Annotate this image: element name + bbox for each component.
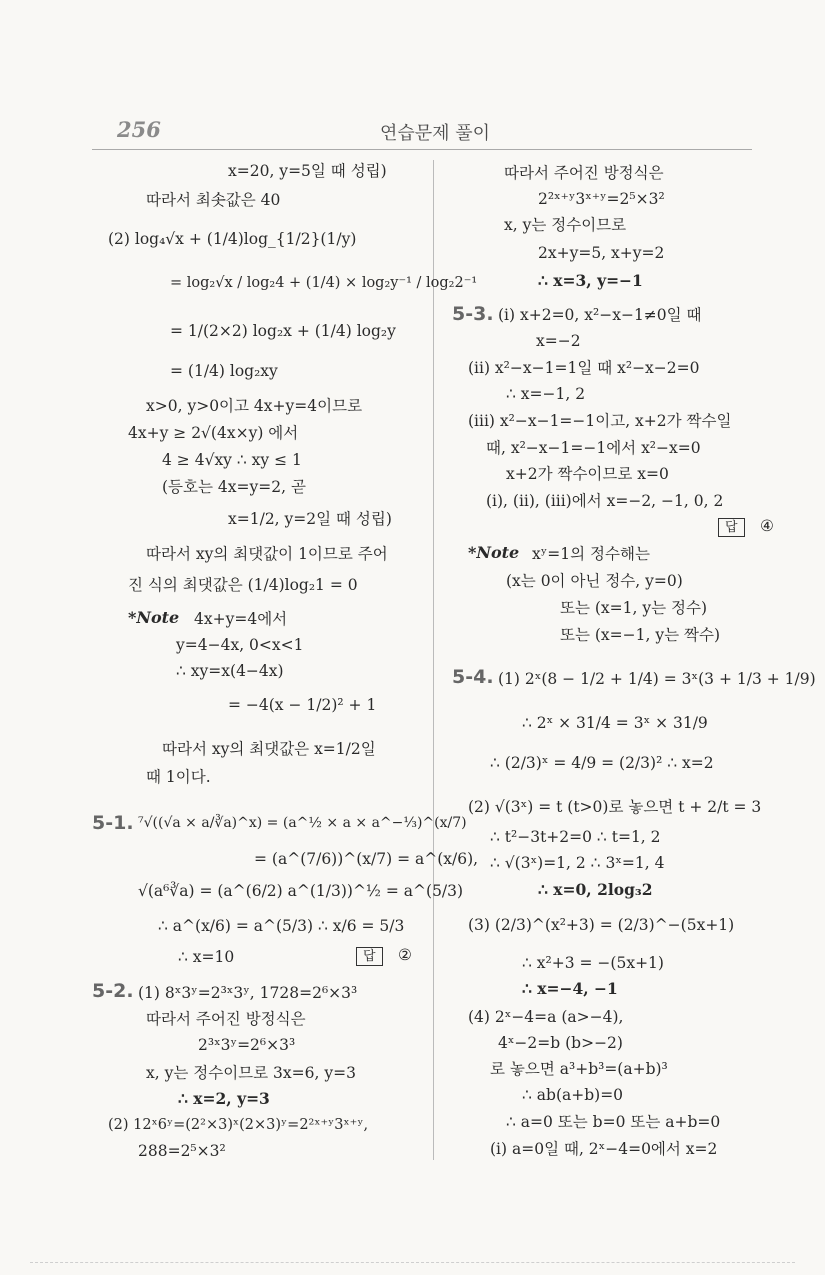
- text-line: 또는 (x=−1, y는 짝수): [560, 626, 721, 644]
- equation-line: (1) 2ˣ(8 − 1/2 + 1/4) = 3ˣ(3 + 1/3 + 1/9): [498, 670, 816, 688]
- equation-line: (4) 2ˣ−4=a (a>−4),: [468, 1008, 624, 1026]
- text-line: x>0, y>0이고 4x+y=4이므로: [146, 397, 363, 415]
- equation-line: 4 ≥ 4√xy ∴ xy ≤ 1: [162, 451, 302, 469]
- equation-line: = (a^(7/6))^(x/7) = a^(x/6),: [254, 850, 479, 868]
- equation-line: x+2가 짝수이므로 x=0: [506, 465, 669, 483]
- text-line: xʸ=1의 정수해는: [532, 545, 650, 563]
- equation-line: ∴ a^(x/6) = a^(5/3) ∴ x/6 = 5/3: [158, 917, 405, 935]
- problem-number-5-2: 5-2.: [92, 980, 134, 1002]
- answer-box: 답: [718, 518, 745, 537]
- equation-line: 2²ˣ⁺ʸ3ˣ⁺ʸ=2⁵×3²: [538, 190, 665, 208]
- answer-line: ∴ x=2, y=3: [178, 1089, 270, 1108]
- header-rule: [92, 149, 752, 150]
- text-line: 또는 (x=1, y는 정수): [560, 599, 708, 617]
- equation-line: ∴ xy=x(4−4x): [176, 662, 284, 680]
- text-line: 때 1이다.: [146, 768, 211, 786]
- equation-line: ∴ x=10: [178, 948, 235, 966]
- column-divider: [433, 160, 434, 1160]
- equation-line: ∴ √(3ˣ)=1, 2 ∴ 3ˣ=1, 4: [490, 854, 665, 872]
- equation-line: 2³ˣ3ʸ=2⁶×3³: [198, 1036, 296, 1054]
- equation-line: ∴ (2/3)ˣ = 4/9 = (2/3)² ∴ x=2: [490, 754, 714, 772]
- equation-line: 4ˣ−2=b (b>−2): [498, 1034, 623, 1052]
- text-line: (등호는 4x=y=2, 곧: [162, 478, 306, 496]
- text-line: x=1/2, y=2일 때 성립): [228, 510, 392, 528]
- equation-line: 2x+y=5, x+y=2: [538, 244, 665, 262]
- equation-line: 로 놓으면 a³+b³=(a+b)³: [490, 1060, 668, 1078]
- note-label: *Note: [128, 608, 180, 627]
- equation-line: ∴ ab(a+b)=0: [522, 1086, 624, 1104]
- equation-line: 때, x²−x−1=−1에서 x²−x=0: [486, 439, 701, 457]
- equation-line: ∴ a=0 또는 b=0 또는 a+b=0: [506, 1113, 721, 1131]
- equation-line: ∴ x²+3 = −(5x+1): [522, 954, 664, 972]
- footer-rule: [30, 1262, 795, 1263]
- equation-line: √(a⁶∛a) = (a^(6/2) a^(1/3))^½ = a^(5/3): [138, 882, 464, 900]
- note-label: *Note: [468, 543, 520, 562]
- text-line: x=20, y=5일 때 성립): [228, 162, 387, 180]
- equation-line: ∴ x=−1, 2: [506, 385, 586, 403]
- answer-choice: ④: [760, 517, 774, 535]
- equation-line: (i) a=0일 때, 2ˣ−4=0에서 x=2: [490, 1140, 718, 1158]
- equation-line: ∴ 2ˣ × 31/4 = 3ˣ × 31/9: [522, 714, 708, 732]
- equation-line: = log₂√x / log₂4 + (1/4) × log₂y⁻¹ / log₂2⁻¹: [170, 275, 478, 291]
- text-line: 따라서 xy의 최댓값은 x=1/2일: [162, 740, 376, 758]
- text-line: 따라서 xy의 최댓값이 1이므로 주어: [146, 545, 388, 563]
- problem-number-5-4: 5-4.: [452, 666, 494, 688]
- answer-line: ∴ x=0, 2log₃2: [538, 880, 653, 899]
- page-header-title: 연습문제 풀이: [380, 123, 491, 144]
- text-line: (x는 0이 아닌 정수, y=0): [506, 572, 683, 590]
- problem-number-5-1: 5-1.: [92, 812, 134, 834]
- answer-box: 답: [356, 947, 383, 966]
- equation-line: x=−2: [536, 332, 581, 350]
- answer-line: ∴ x=3, y=−1: [538, 271, 643, 290]
- text-line: x, y는 정수이므로: [504, 216, 627, 234]
- text-line: 따라서 주어진 방정식은: [146, 1010, 306, 1028]
- answer-choice: ②: [398, 946, 412, 964]
- answer-line: ∴ x=−4, −1: [522, 979, 618, 998]
- equation-line: (2) 12ˣ6ʸ=(2²×3)ˣ(2×3)ʸ=2²ˣ⁺ʸ3ˣ⁺ʸ,: [108, 1117, 369, 1133]
- equation-line: ⁷√((√a × a/∛a)^x) = (a^½ × a × a^−⅓)^(x/7): [138, 815, 467, 831]
- page-number: 256: [117, 117, 161, 142]
- equation-line: (iii) x²−x−1=−1이고, x+2가 짝수일: [468, 412, 732, 430]
- equation-line: (3) (2/3)^(x²+3) = (2/3)^−(5x+1): [468, 916, 735, 934]
- problem-number-5-3: 5-3.: [452, 303, 494, 325]
- equation-line: (2) log₄√x + (1/4)log_{1/2}(1/y): [108, 230, 357, 248]
- equation-line: (ii) x²−x−1=1일 때 x²−x−2=0: [468, 359, 700, 377]
- equation-line: ∴ t²−3t+2=0 ∴ t=1, 2: [490, 828, 661, 846]
- text-line: 따라서 최솟값은 40: [146, 191, 281, 209]
- equation-line: = −4(x − 1/2)² + 1: [228, 696, 377, 714]
- equation-line: (2) √(3ˣ) = t (t>0)로 놓으면 t + 2/t = 3: [468, 798, 762, 816]
- equation-line: = 1/(2×2) log₂x + (1/4) log₂y: [170, 322, 396, 340]
- text-line: 진 식의 최댓값은 (1/4)log₂1 = 0: [128, 576, 358, 594]
- text-line: 따라서 주어진 방정식은: [504, 164, 664, 182]
- equation-line: 4x+y ≥ 2√(4x×y) 에서: [128, 424, 299, 442]
- equation-line: 288=2⁵×3²: [138, 1142, 226, 1160]
- equation-line: = (1/4) log₂xy: [170, 362, 278, 380]
- text-line: x, y는 정수이므로 3x=6, y=3: [146, 1064, 356, 1082]
- equation-line: (i), (ii), (iii)에서 x=−2, −1, 0, 2: [486, 492, 724, 510]
- equation-line: (1) 8ˣ3ʸ=2³ˣ3ʸ, 1728=2⁶×3³: [138, 984, 358, 1002]
- equation-line: (i) x+2=0, x²−x−1≠0일 때: [498, 306, 702, 324]
- text-line: 4x+y=4에서: [194, 610, 288, 628]
- equation-line: y=4−4x, 0<x<1: [176, 636, 304, 654]
